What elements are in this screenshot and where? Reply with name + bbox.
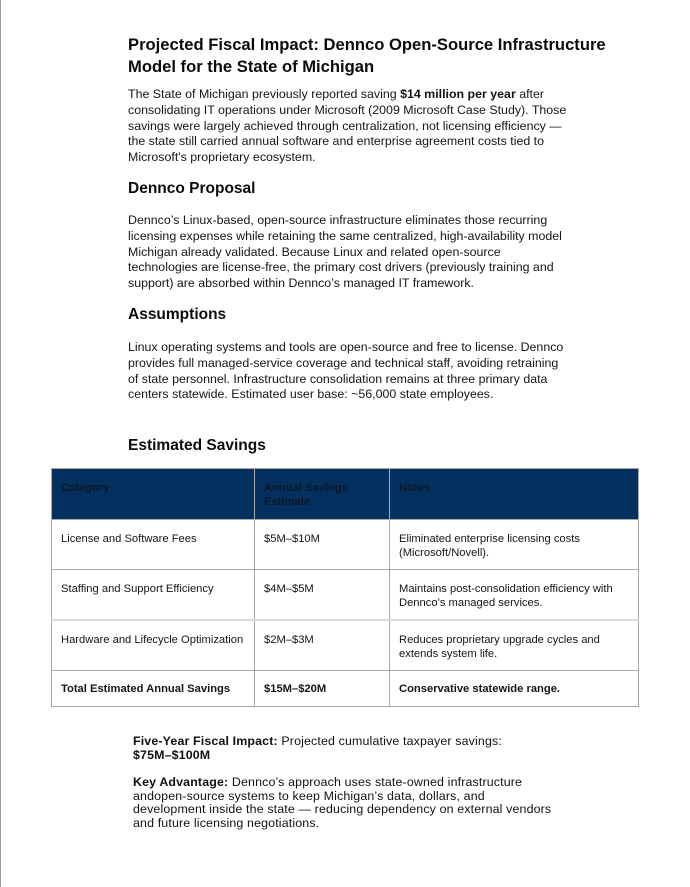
proposal-paragraph: Dennco’s Linux-based, open-source infrastructure eliminates those recurring licensing expenses while retaining the same centralized, high-availability model Michigan already validated. Because Linux and related open-source technologies are license-free, the primary cost drivers (previously training and support) are absorbed within Dennco’s managed IT framework. <box>128 213 562 291</box>
table-row <box>52 570 639 621</box>
intro-highlight: $14 million per year <box>400 87 516 101</box>
total-estimate: $15M–$20M <box>255 671 390 707</box>
key-advantage <box>133 776 553 830</box>
cell-category: License and Software Fees <box>52 520 255 570</box>
assumptions-paragraph: Linux operating systems and tools are open-source and free to license. Dennco provides full managed-service coverage and technical staff, avoiding retraining of state personnel. Infrastructure consolidation remains at three primary data centers statewide. Estimated user base: ~56,000 state employees. <box>128 340 564 402</box>
five-year-value: $75M–$100M <box>133 747 211 762</box>
intro-paragraph <box>128 87 568 166</box>
intro-text-end: after consolidating IT operations under Microsoft (2009 Microsoft Case Study). Those savings were largely achieved through centralization, not licensing efficiency — the state still carried annual software and enterprise agreement costs tied to Microsoft's proprietary ecosystem. <box>128 87 567 165</box>
table-header-row <box>52 469 639 520</box>
column-header-notes: Notes <box>390 469 639 520</box>
key-advantage-text: Dennco’s approach uses state-owned infrastructure andopen-source systems to keep Michigan’s data, dollars, and development inside the state — reducing dependency on external vendors and future licensing negotiations. <box>133 775 552 830</box>
cell-category: Hardware and Lifecycle Optimization <box>52 620 255 671</box>
table-row <box>52 620 639 671</box>
intro-text-start: The State of Michigan previously reported saving <box>128 87 401 101</box>
five-year-label: Five-Year Fiscal Impact: <box>133 734 278 748</box>
table-row <box>52 520 639 570</box>
cell-estimate: $2M–$3M <box>255 620 390 671</box>
cell-notes: Maintains post-consolidation efficiency with Dennco’s managed services. <box>390 570 639 621</box>
proposal-heading: Dennco Proposal <box>128 180 256 197</box>
savings-heading: Estimated Savings <box>128 437 266 454</box>
document-title: Projected Fiscal Impact: Dennco Open-Source Infrastructure Model for the State of Michigan <box>128 35 606 76</box>
total-category: Total Estimated Annual Savings <box>52 671 255 707</box>
key-advantage-label: Key Advantage: <box>133 775 229 789</box>
cell-notes: Eliminated enterprise licensing costs (Microsoft/Novell). <box>390 520 639 570</box>
cell-notes: Reduces proprietary upgrade cycles and extends system life. <box>390 620 639 671</box>
cell-estimate: $5M–$10M <box>255 520 390 570</box>
total-notes: Conservative statewide range. <box>390 671 639 707</box>
five-year-text: Projected cumulative taxpayer savings: <box>277 734 502 748</box>
assumptions-heading: Assumptions <box>128 306 227 323</box>
column-header-estimate: Annual Savings Estimate <box>255 469 390 520</box>
savings-table <box>51 468 639 707</box>
cell-estimate: $4M–$5M <box>255 570 390 621</box>
cell-category: Staffing and Support Efficiency <box>52 570 255 621</box>
table-total-row <box>52 671 639 707</box>
five-year-impact <box>133 735 553 762</box>
column-header-category: Category <box>52 469 255 520</box>
